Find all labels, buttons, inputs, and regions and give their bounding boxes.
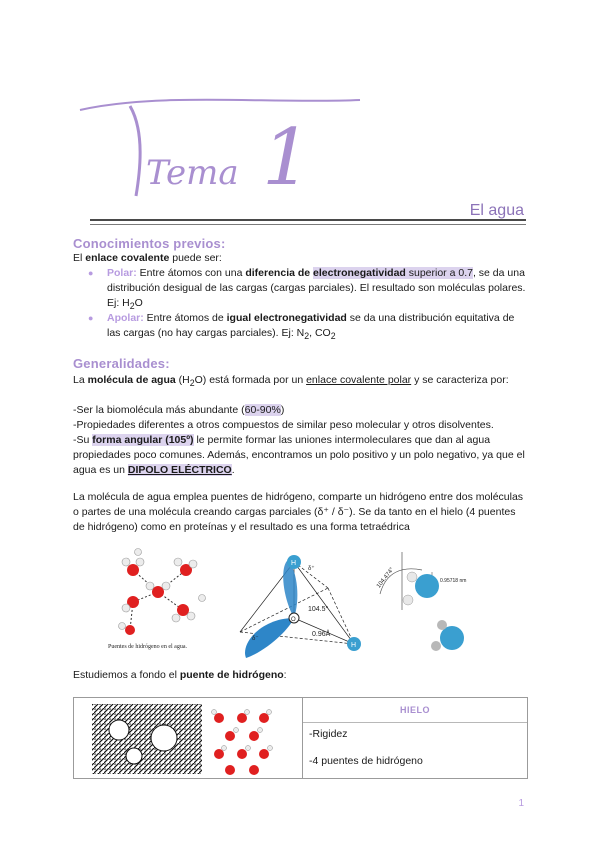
- title-word: Tema: [146, 153, 239, 193]
- fig2-hydrogen-top: H: [291, 560, 297, 567]
- section-heading-general: Generalidades:: [73, 356, 170, 371]
- document-page: Tema 1 El agua Conocimientos previos: El enlace covalente puede ser: ● Polar: Entre átomos con una diferencia de electronegatividad superior a 0.7, se da una distribución desigual de las cargas (cargas parciales). El resultado son moléculas polares. Ej: $H_2O$ ● Apolar: Entre átomos de igual electronegatividad se da una distribución equitativa de las cargas (no hay cargas parciales). Ej: $N_2$, $CO_2$ Generalidades: La molécula de agua $(H_2O)$ está formada por un enlace covalente polar y se caracteriza por: -Ser la biomolécula más abundante (60-90%) -Propiedades diferentes a otros compuestos de similar peso molecular y otros disolventes. -Su forma angular (105º) le permite formar las uniones intermoleculares que dan al agua propiedades poco comunes. Además, encontramos un polo positivo y un polo negativo, ya que el agua es un DIPOLO ELÉCTRICO. La molécula de agua emplea puentes de hidrógeno, comparte un hidrógeno entre dos moléculas o partes de una molécula creando cargas parciales (δ⁺ / δ⁻). Se da tanto en el hielo (4 puentes de hidrógeno) como en proteínas y el resultado es una forma tetraédrica Puentes de hidrógeno en el agua. O H H 104.5° 0.96Å δ⁺ δ⁻ 104.474° 0.95718 nm Estudiemos a fondo el puente de hidrógeno: HIELO -Rigidez -4 puentes de hidrógeno 1: [0, 0, 600, 848]
- ice-table-header: HIELO: [303, 698, 527, 723]
- fig2-hydrogen-right: H: [351, 642, 357, 649]
- page-number: 1: [518, 798, 524, 809]
- fig3-angle-label: 104.474°: [375, 566, 396, 590]
- ice-table: [73, 697, 528, 779]
- fig2-delta-positive: δ⁺: [308, 566, 315, 572]
- bullet-dot-icon: ●: [88, 268, 94, 278]
- prev-intro: El enlace covalente puede ser:: [73, 252, 222, 264]
- fig2-oxygen-label: O: [291, 617, 296, 623]
- title-rule-thin: [90, 224, 526, 225]
- title-art: [70, 92, 530, 202]
- figure-hydrogen-bonds: [98, 540, 218, 652]
- general-line-abundance: -Ser la biomolécula más abundante (60-90%): [73, 404, 285, 416]
- fig2-delta-negative: δ⁻: [252, 636, 259, 642]
- ice-table-image-cell: [74, 698, 303, 778]
- figure-tetrahedral: [232, 548, 367, 666]
- general-line-angular: -Su forma angular (105º) le permite formar las uniones intermoleculares que dan al agua propiedades poco comunes. Además, encontramos un polo positivo y un polo negativo, ya que el agua es un DIPOLO ELÉCTRICO.: [73, 434, 525, 476]
- fig2-length-label: 0.96Å: [312, 631, 331, 638]
- general-paragraph-hbonds: La molécula de agua emplea puentes de hidrógeno, comparte un hidrógeno entre dos moléculas o partes de una molécula creando cargas parciales (δ⁺ / δ⁻). Se da tanto en el hielo (4 puentes de hidrógeno) como en proteínas y el resultado es una forma tetraédrica: [73, 491, 524, 533]
- study-line: Estudiemos a fondo el puente de hidrógeno:: [73, 669, 287, 681]
- fig3-length-label: 0.95718 nm: [440, 578, 467, 584]
- general-line-properties: -Propiedades diferentes a otros compuestos de similar peso molecular y otros disolventes.: [73, 419, 494, 431]
- title-rule: [90, 219, 526, 221]
- ice-table-row-rigidity: -Rigidez: [309, 728, 348, 740]
- title-number: 1: [262, 113, 312, 202]
- fig2-angle-label: 104.5°: [308, 606, 329, 613]
- ice-structure-image: [74, 698, 302, 778]
- figure-1-caption: Puentes de hidrógeno en el agua.: [108, 644, 187, 650]
- general-paragraph-1: La molécula de agua $(H_2O)$ está formada por un enlace covalente polar y se caracteriza por:: [73, 374, 509, 389]
- ice-table-row-bonds: -4 puentes de hidrógeno: [309, 755, 423, 767]
- chapter-subtitle: El agua: [469, 202, 524, 219]
- section-heading-prev: Conocimientos previos:: [73, 236, 226, 251]
- figure-water-model: [372, 542, 472, 662]
- bullet-dot-icon: ●: [88, 313, 94, 323]
